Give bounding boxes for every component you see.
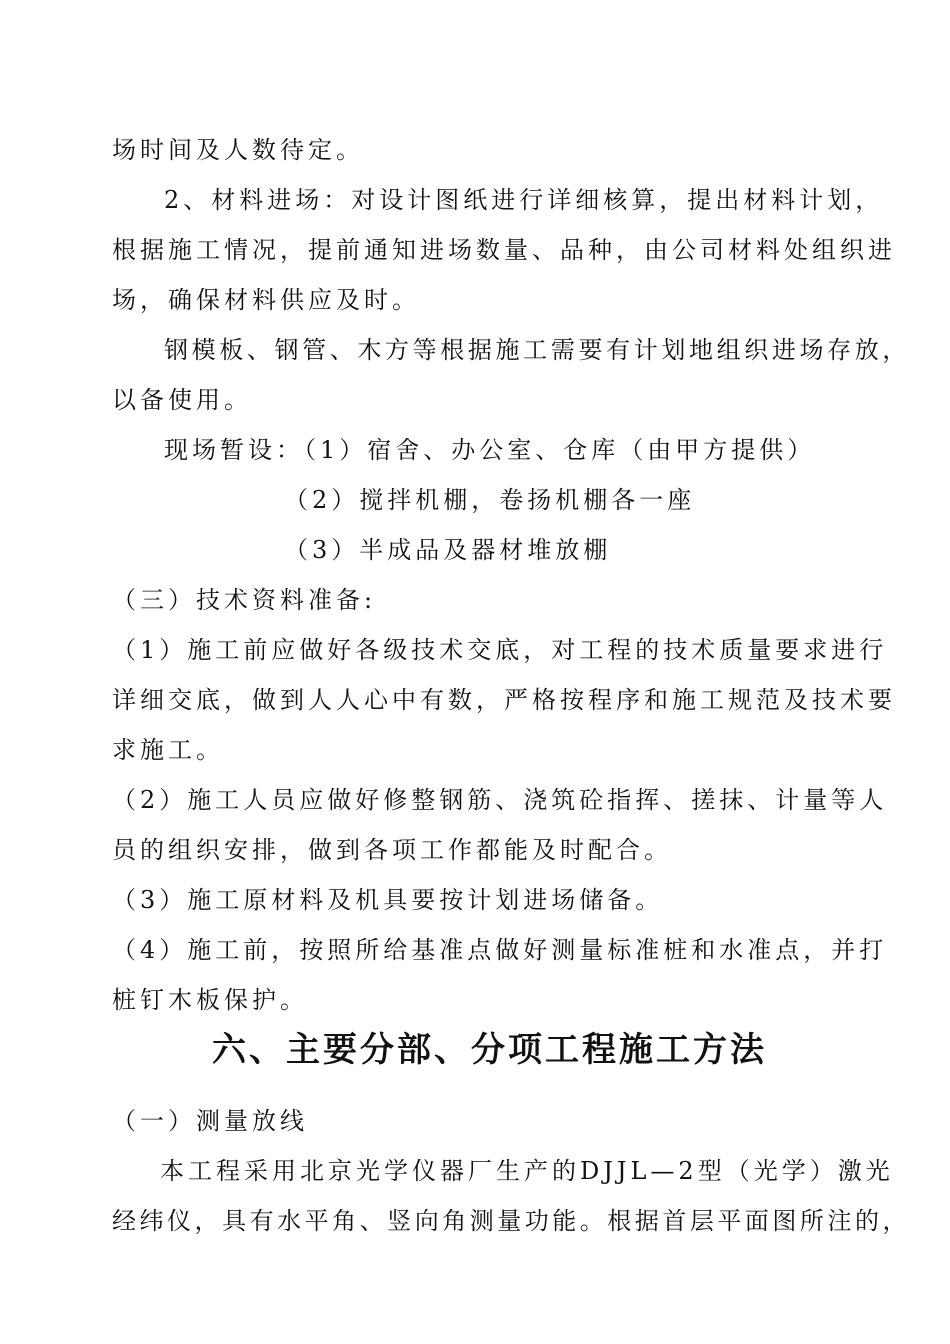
paragraph-line: （2）搅拌机棚，卷扬机棚各一座: [284, 486, 696, 514]
paragraph-line: 2、材料进场：对设计图纸进行详细核算，提出材料计划，: [164, 186, 884, 214]
paragraph-line: （3）施工原材料及机具要按计划进场储备。: [112, 886, 664, 914]
section-title: （三）技术资料准备:: [112, 586, 377, 614]
paragraph-line: 桩钉木板保护。: [112, 986, 308, 1014]
paragraph-line: （3）半成品及器材堆放棚: [284, 536, 612, 564]
paragraph-line: 场，确保材料供应及时。: [112, 286, 420, 314]
paragraph-line: （4）施工前，按照所给基准点做好测量标准桩和水准点，并打: [112, 936, 888, 964]
paragraph-line: 根据施工情况，提前通知进场数量、品种，由公司材料处组织进: [112, 236, 896, 264]
chapter-heading: 六、主要分部、分项工程施工方法: [212, 1030, 767, 1070]
section-title: （一）测量放线: [112, 1107, 308, 1135]
paragraph-line: （1）施工前应做好各级技术交底，对工程的技术质量要求进行: [112, 636, 888, 664]
paragraph-line: 钢模板、钢管、木方等根据施工需要有计划地组织进场存放，: [164, 336, 910, 364]
paragraph-line: 场时间及人数待定。: [112, 136, 364, 164]
paragraph-line: （2）施工人员应做好修整钢筋、浇筑砼指挥、搓抹、计量等人: [112, 786, 888, 814]
paragraph-line: 员的组织安排，做到各项工作都能及时配合。: [112, 836, 672, 864]
paragraph-line: 本工程采用北京光学仪器厂生产的DJJL—2型（光学）激光: [160, 1157, 894, 1185]
paragraph-line: 经纬仪，具有水平角、竖向角测量功能。根据首层平面图所注的，: [112, 1207, 910, 1235]
paragraph-line: 详细交底，做到人人心中有数，严格按程序和施工规范及技术要: [112, 686, 896, 714]
paragraph-line: 以备使用。: [112, 386, 252, 414]
paragraph-line: 求施工。: [112, 736, 224, 764]
paragraph-line: 现场暂设：（1）宿舍、办公室、仓库（由甲方提供）: [164, 436, 816, 464]
